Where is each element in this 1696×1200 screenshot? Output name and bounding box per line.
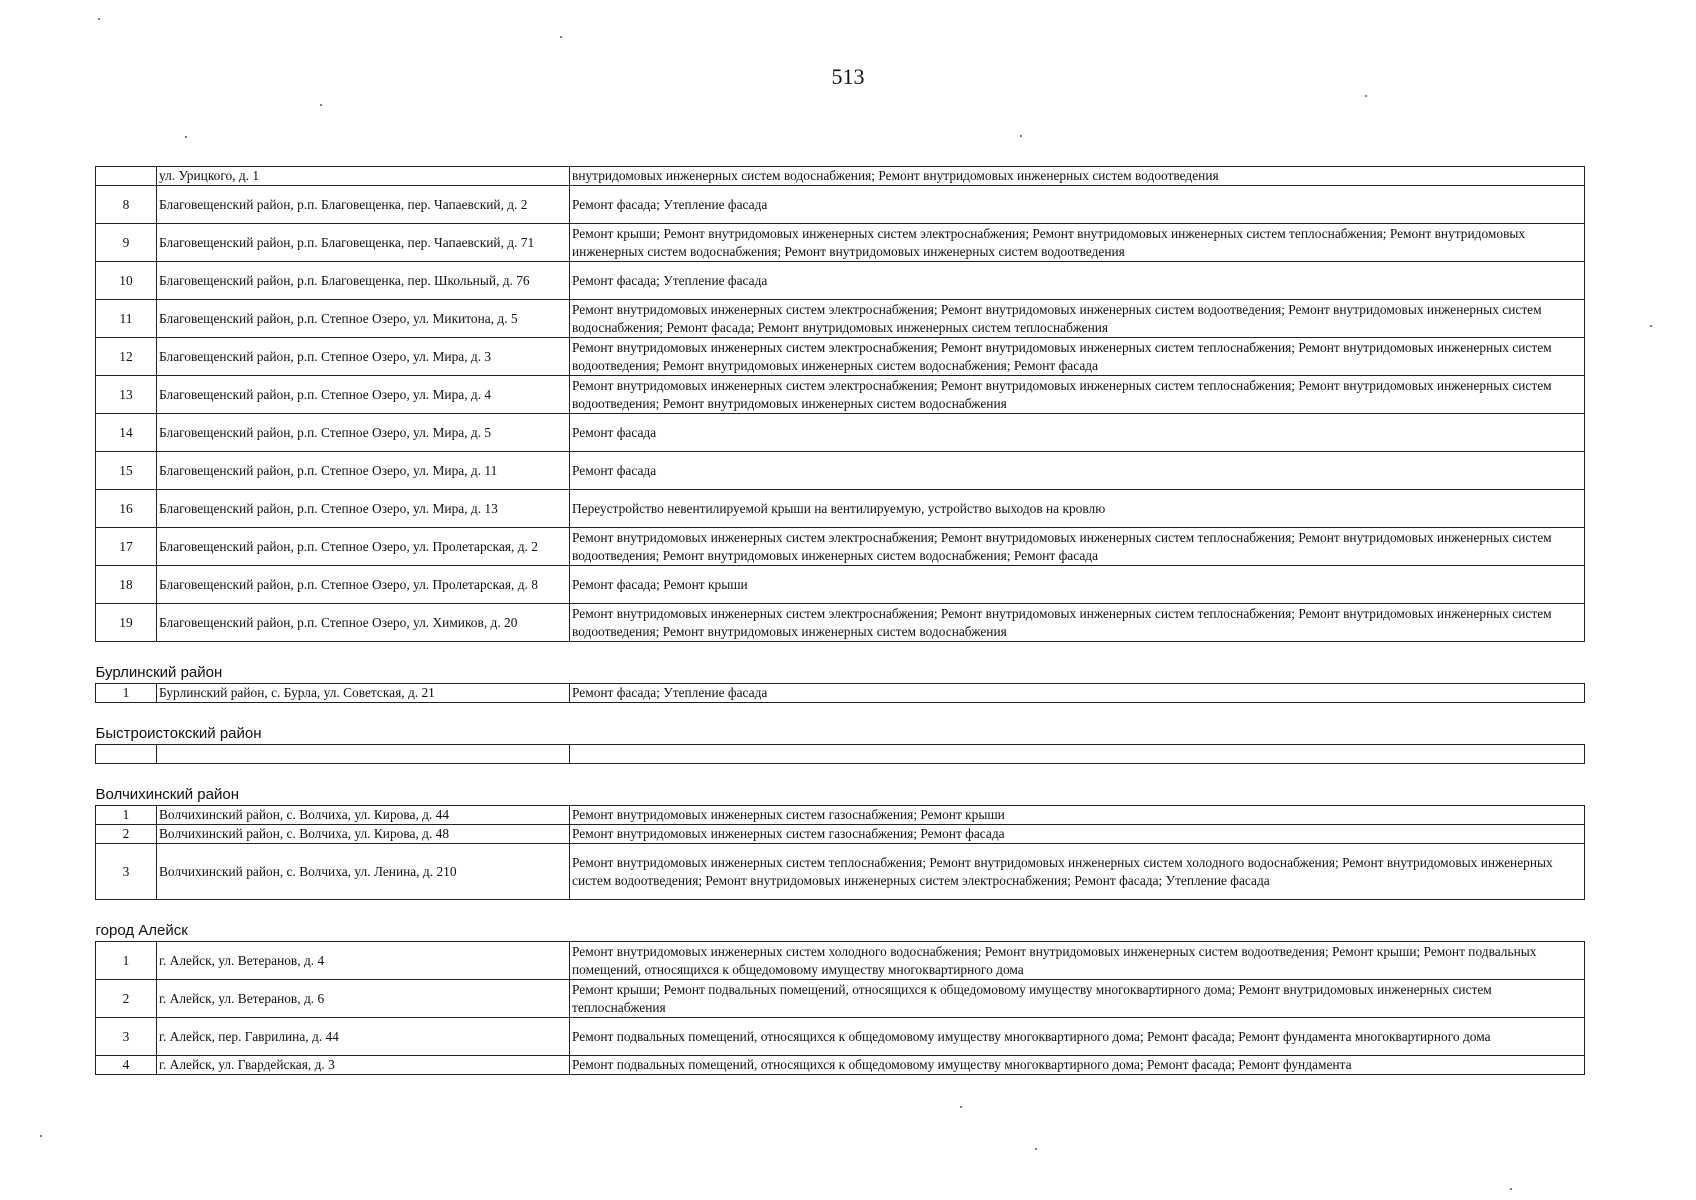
section-title: Бурлинский район — [96, 642, 1585, 684]
row-address: Благовещенский район, р.п. Благовещенка, пер. Школьный, д. 76 — [157, 262, 570, 300]
scan-speck — [960, 1106, 962, 1108]
scan-speck — [320, 104, 322, 106]
row-number: 1 — [96, 942, 157, 980]
row-works: Ремонт внутридомовых инженерных систем электроснабжения; Ремонт внутридомовых инженерных систем теплоснабжения; Ремонт внутридомовых инженерных систем водоотведения; Ремонт внутридомовых инженерных систем водоснабжения; Ремонт фасада — [570, 338, 1585, 376]
row-number: 15 — [96, 452, 157, 490]
scan-speck — [40, 1135, 42, 1137]
row-number: 16 — [96, 490, 157, 528]
table-row — [96, 942, 1585, 980]
row-address: Благовещенский район, р.п. Степное Озеро, ул. Пролетарская, д. 2 — [157, 528, 570, 566]
row-address: Благовещенский район, р.п. Благовещенка, пер. Чапаевский, д. 71 — [157, 224, 570, 262]
row-works: Ремонт внутридомовых инженерных систем газоснабжения; Ремонт фасада — [570, 825, 1585, 844]
row-works: Ремонт фасада — [570, 452, 1585, 490]
row-address: Волчихинский район, с. Волчиха, ул. Кирова, д. 48 — [157, 825, 570, 844]
row-works: Ремонт подвальных помещений, относящихся к общедомовому имуществу многоквартирного дома; Ремонт фасада; Ремонт фундамента — [570, 1056, 1585, 1075]
section-title: город Алейск — [96, 900, 1585, 942]
row-number: 17 — [96, 528, 157, 566]
row-works: Ремонт крыши; Ремонт внутридомовых инженерных систем электроснабжения; Ремонт внутридомовых инженерных систем теплоснабжения; Ремонт внутридомовых инженерных систем водоснабжения; Ремонт внутридомовых инженерных систем водоотведения — [570, 224, 1585, 262]
row-number: 2 — [96, 825, 157, 844]
row-address: Благовещенский район, р.п. Степное Озеро, ул. Химиков, д. 20 — [157, 604, 570, 642]
table-row — [96, 1018, 1585, 1056]
scan-speck — [1510, 1188, 1512, 1190]
row-works: Ремонт внутридомовых инженерных систем электроснабжения; Ремонт внутридомовых инженерных систем теплоснабжения; Ремонт внутридомовых инженерных систем водоотведения; Ремонт внутридомовых инженерных систем водоснабжения — [570, 376, 1585, 414]
row-works: Ремонт внутридомовых инженерных систем электроснабжения; Ремонт внутридомовых инженерных систем теплоснабжения; Ремонт внутридомовых инженерных систем водоотведения; Ремонт внутридомовых инженерных систем водоснабжения — [570, 604, 1585, 642]
row-works: Ремонт внутридомовых инженерных систем теплоснабжения; Ремонт внутридомовых инженерных систем холодного водоснабжения; Ремонт внутридомовых инженерных систем водоотведения; Ремонт внутридомовых инженерных систем электроснабжения; Ремонт фасада; Утепление фасада — [570, 844, 1585, 900]
row-number: 13 — [96, 376, 157, 414]
row-address: Благовещенский район, р.п. Степное Озеро, ул. Мира, д. 13 — [157, 490, 570, 528]
register-table — [95, 166, 1585, 1075]
row-address: Благовещенский район, р.п. Степное Озеро, ул. Пролетарская, д. 8 — [157, 566, 570, 604]
section-heading-row — [96, 764, 1585, 806]
row-number: 8 — [96, 186, 157, 224]
row-works: Ремонт фасада — [570, 414, 1585, 452]
table-row — [96, 490, 1585, 528]
scan-speck — [560, 36, 562, 38]
row-number: 14 — [96, 414, 157, 452]
row-works: Ремонт внутридомовых инженерных систем газоснабжения; Ремонт крыши — [570, 806, 1585, 825]
table-row — [96, 844, 1585, 900]
row-number: 3 — [96, 1018, 157, 1056]
row-address: Благовещенский район, р.п. Степное Озеро, ул. Мира, д. 4 — [157, 376, 570, 414]
row-works: Ремонт фасада; Утепление фасада — [570, 262, 1585, 300]
table-row — [96, 806, 1585, 825]
row-works: Ремонт внутридомовых инженерных систем холодного водоснабжения; Ремонт внутридомовых инженерных систем водоотведения; Ремонт крыши; Ремонт подвальных помещений, относящихся к общедомовому имуществу многоквартирного дома — [570, 942, 1585, 980]
row-works: Переустройство невентилируемой крыши на вентилируемую, устройство выходов на кровлю — [570, 490, 1585, 528]
row-number: 2 — [96, 980, 157, 1018]
section-title: Быстроистокский район — [96, 703, 1585, 745]
row-works: Ремонт крыши; Ремонт подвальных помещений, относящихся к общедомовому имуществу многоквартирного дома; Ремонт внутридомовых инженерных систем теплоснабжения — [570, 980, 1585, 1018]
row-works: Ремонт внутридомовых инженерных систем электроснабжения; Ремонт внутридомовых инженерных систем водоотведения; Ремонт внутридомовых инженерных систем водоснабжения; Ремонт фасада; Ремонт внутридомовых инженерных систем теплоснабжения — [570, 300, 1585, 338]
table-row — [96, 566, 1585, 604]
row-number: 1 — [96, 684, 157, 703]
row-address: г. Алейск, ул. Ветеранов, д. 4 — [157, 942, 570, 980]
table-row — [96, 338, 1585, 376]
scan-speck — [1650, 325, 1652, 327]
row-number: 12 — [96, 338, 157, 376]
scan-speck — [185, 136, 187, 138]
row-address: Благовещенский район, р.п. Степное Озеро, ул. Мира, д. 5 — [157, 414, 570, 452]
table-row — [96, 414, 1585, 452]
row-number: 3 — [96, 844, 157, 900]
row-address: Благовещенский район, р.п. Степное Озеро, ул. Мира, д. 3 — [157, 338, 570, 376]
table-row — [96, 167, 1585, 186]
row-address: Волчихинский район, с. Волчиха, ул. Кирова, д. 44 — [157, 806, 570, 825]
row-address: Волчихинский район, с. Волчиха, ул. Ленина, д. 210 — [157, 844, 570, 900]
table-row — [96, 376, 1585, 414]
table-row — [96, 980, 1585, 1018]
row-number: 19 — [96, 604, 157, 642]
row-number: 11 — [96, 300, 157, 338]
row-number: 18 — [96, 566, 157, 604]
row-works — [570, 745, 1585, 764]
row-address: г. Алейск, ул. Ветеранов, д. 6 — [157, 980, 570, 1018]
table-row — [96, 825, 1585, 844]
section-heading-row — [96, 642, 1585, 684]
row-works: Ремонт фасада; Ремонт крыши — [570, 566, 1585, 604]
row-number: 10 — [96, 262, 157, 300]
row-address: г. Алейск, ул. Гвардейская, д. 3 — [157, 1056, 570, 1075]
section-title: Волчихинский район — [96, 764, 1585, 806]
row-address: Благовещенский район, р.п. Степное Озеро, ул. Микитона, д. 5 — [157, 300, 570, 338]
row-works: Ремонт фасада; Утепление фасада — [570, 186, 1585, 224]
row-number — [96, 745, 157, 764]
table-row — [96, 452, 1585, 490]
scan-speck — [1365, 95, 1367, 97]
row-number: 1 — [96, 806, 157, 825]
section-heading-row — [96, 703, 1585, 745]
scan-speck — [1035, 1148, 1037, 1150]
row-works: Ремонт подвальных помещений, относящихся к общедомовому имуществу многоквартирного дома; Ремонт фасада; Ремонт фундамента многоквартирного дома — [570, 1018, 1585, 1056]
table-row — [96, 528, 1585, 566]
row-address — [157, 745, 570, 764]
table-row — [96, 1056, 1585, 1075]
row-number: 9 — [96, 224, 157, 262]
page-number: 513 — [831, 64, 865, 89]
row-number: 4 — [96, 1056, 157, 1075]
row-address: Бурлинский район, с. Бурла, ул. Советская, д. 21 — [157, 684, 570, 703]
row-works: внутридомовых инженерных систем водоснабжения; Ремонт внутридомовых инженерных систем водоотведения — [570, 167, 1585, 186]
table-row — [96, 604, 1585, 642]
table-row — [96, 224, 1585, 262]
row-address: г. Алейск, пер. Гаврилина, д. 44 — [157, 1018, 570, 1056]
works-register — [95, 166, 1585, 1075]
scan-speck — [98, 18, 100, 20]
row-address: ул. Урицкого, д. 1 — [157, 167, 570, 186]
scan-speck — [1020, 135, 1022, 137]
table-row — [96, 300, 1585, 338]
row-number — [96, 167, 157, 186]
table-row — [96, 186, 1585, 224]
row-address: Благовещенский район, р.п. Благовещенка, пер. Чапаевский, д. 2 — [157, 186, 570, 224]
table-row-empty — [96, 745, 1585, 764]
row-works: Ремонт внутридомовых инженерных систем электроснабжения; Ремонт внутридомовых инженерных систем теплоснабжения; Ремонт внутридомовых инженерных систем водоотведения; Ремонт внутридомовых инженерных систем водоснабжения; Ремонт фасада — [570, 528, 1585, 566]
row-address: Благовещенский район, р.п. Степное Озеро, ул. Мира, д. 11 — [157, 452, 570, 490]
section-heading-row — [96, 900, 1585, 942]
row-works: Ремонт фасада; Утепление фасада — [570, 684, 1585, 703]
table-row — [96, 262, 1585, 300]
table-row — [96, 684, 1585, 703]
